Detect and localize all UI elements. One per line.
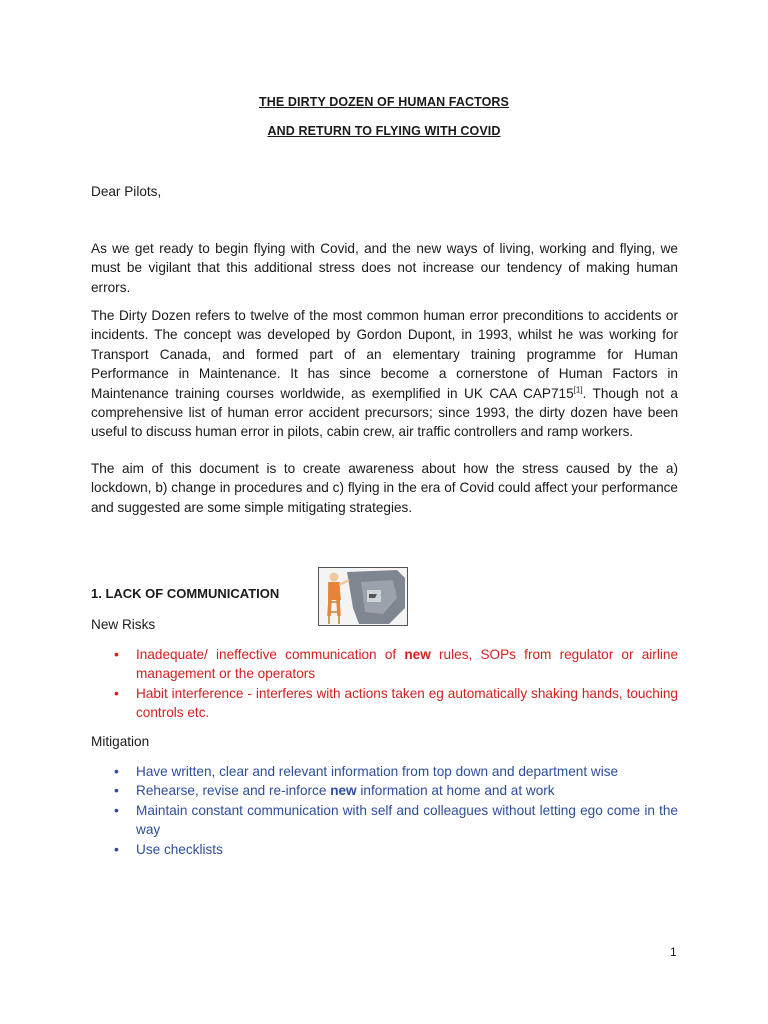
reference-marker: [1] [573, 385, 583, 395]
dirty-dozen-text-continued: . Though not a comprehensive list of human error accident precursors; since 1993, the dirty dozen have been useful to discuss human error in pilots, cabin crew, air traffic controllers and ramp workers. [91, 385, 678, 440]
mechanic-at-aircraft-icon [319, 568, 407, 625]
document-title-line2: AND RETURN TO FLYING WITH COVID [267, 124, 501, 138]
risk-bullet-2: • [114, 685, 119, 701]
mitigation-bullet-4: • [114, 841, 119, 857]
mitigation-label: Mitigation [91, 734, 150, 749]
mitigation-item-3: Maintain constant communication with self and colleagues without letting ego come in the way [136, 803, 678, 838]
maintenance-worker-illustration [318, 567, 408, 626]
mitigation-item-4: Use checklists [136, 842, 223, 857]
emphasis-new: new [404, 647, 431, 662]
new-risks-label: New Risks [91, 617, 156, 632]
section-heading-lack-of-communication: 1. LACK OF COMMUNICATION [91, 586, 280, 601]
document-title-line1: THE DIRTY DOZEN OF HUMAN FACTORS [259, 95, 509, 109]
dirty-dozen-paragraph [91, 306, 678, 442]
dirty-dozen-text: The Dirty Dozen refers to twelve of the most common human error preconditions to accidents or incidents. The concept was developed by Gordon Dupont, in 1993, whilst he was working for Transport Canada, and formed part of an elementary training programme for Human Performance in Maintenance. It has since become a cornerstone of Human Factors in Maintenance training courses worldwide, as exemplified in UK CAA CAP715 [91, 308, 678, 401]
mitigation-bullet-2: • [114, 782, 119, 798]
salutation: Dear Pilots, [91, 184, 162, 199]
page-number: 1 [670, 945, 677, 959]
risk-item-2: Habit interference - interferes with actions taken eg automatically shaking hands, touching controls etc. [136, 686, 678, 721]
risk-item-1: Inadequate/ ineffective communication of new rules, SOPs from regulator or airline management or the operators [136, 647, 678, 682]
mitigation-item-1: Have written, clear and relevant information from top down and department wise [136, 764, 619, 779]
aim-paragraph: The aim of this document is to create awareness about how the stress caused by the a) lockdown, b) change in procedures and c) flying in the era of Covid could affect your performance and suggested are some simple mitigating strategies. [91, 461, 678, 515]
mitigation-bullet-3: • [114, 802, 119, 818]
mitigation-item-2: Rehearse, revise and re-inforce new information at home and at work [136, 783, 555, 798]
risk-bullet-1: • [114, 646, 119, 662]
mitigation-bullet-1: • [114, 763, 119, 779]
emphasis-new: new [330, 783, 357, 798]
intro-paragraph: As we get ready to begin flying with Covid, and the new ways of living, working and flying, we must be vigilant that this additional stress does not increase our tendency of making human errors. [91, 241, 678, 295]
